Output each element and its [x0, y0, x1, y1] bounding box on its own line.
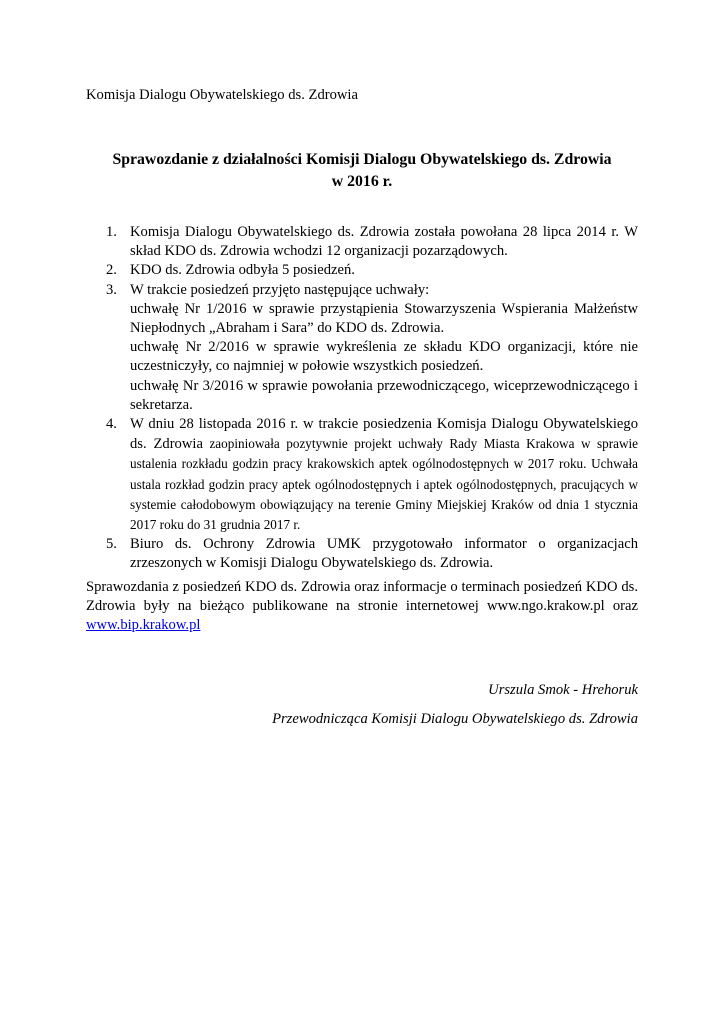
item-number: 1. — [106, 224, 117, 240]
item-number: 2. — [106, 262, 117, 279]
report-items-list — [86, 223, 638, 574]
item-text: KDO ds. Zdrowia odbyła 5 posiedzeń. — [130, 262, 355, 279]
list-item — [86, 415, 638, 535]
item-text: W dniu 28 listopada 2016 r. w trakcie posiedzenia Komisja Dialogu Obywatelskiego ds. Zdrowia — [130, 416, 638, 453]
item-text-small: zaopiniowała pozytywnie projekt uchwały Rady Miasta Krakowa w sprawie ustalenia rozkładu godzin pracy krakowskich aptek ogólnodostępnych w 2017 roku. Uchwała ustala rozkład godzin pracy aptek ogólnodostępnych i aptek ogólnodostępnych, pracujących w systemie całodobowym obowiązujący na terenie Gminy Miejskiej Kraków od dnia 1 stycznia 2017 roku do 31 grudnia 2017 r. — [130, 436, 638, 533]
signature-role: Przewodnicząca Komisji Dialogu Obywatelskiego ds. Zdrowia — [272, 711, 638, 727]
resolution-item: uchwałę Nr 1/2016 w sprawie przystąpienia Stowarzyszenia Wspierania Małżeństw Niepłodnych „Abraham i Sara” do KDO ds. Zdrowia. — [130, 300, 638, 337]
item-number: 4. — [106, 416, 117, 433]
list-item — [86, 261, 638, 280]
title-line-1: Sprawozdanie z działalności Komisji Dialogu Obywatelskiego ds. Zdrowia — [112, 151, 612, 168]
publication-note-text: Sprawozdania z posiedzeń KDO ds. Zdrowia oraz informacje o terminach posiedzeń KDO ds. Zdrowia były na bieżąco publikowane na stronie internetowej www.ngo.krakow.pl oraz — [86, 579, 638, 615]
list-item — [86, 535, 638, 573]
organization-header: Komisja Dialogu Obywatelskiego ds. Zdrowia — [86, 87, 358, 103]
page-title — [80, 149, 644, 193]
bip-link[interactable]: www.bip.krakow.pl — [86, 617, 201, 634]
item-text: W trakcie posiedzeń przyjęto następujące uchwały: — [130, 281, 430, 298]
item-text: Biuro ds. Ochrony Zdrowia UMK przygotowało informator o organizacjach zrzeszonych w Komisji Dialogu Obywatelskiego ds. Zdrowia. — [130, 536, 638, 572]
title-line-2: w 2016 r. — [331, 173, 393, 190]
item-number: 3. — [106, 281, 117, 298]
item-text: Komisja Dialogu Obywatelskiego ds. Zdrowia została powołana 28 lipca 2014 r. W skład KDO ds. Zdrowia wchodzi 12 organizacji pozarządowych. — [130, 224, 638, 260]
item-number: 5. — [106, 536, 117, 553]
publication-note — [86, 578, 638, 636]
list-item — [86, 223, 638, 261]
resolution-item: uchwałę Nr 3/2016 w sprawie powołania przewodniczącego, wiceprzewodniczącego i sekretarza. — [130, 377, 638, 413]
signature-name: Urszula Smok - Hrehoruk — [488, 682, 638, 698]
resolution-item: uchwałę Nr 2/2016 w sprawie wykreślenia ze składu KDO organizacji, które nie uczestniczyły, co najmniej w połowie wszystkich posiedzeń. — [130, 339, 638, 375]
list-item — [86, 281, 638, 415]
